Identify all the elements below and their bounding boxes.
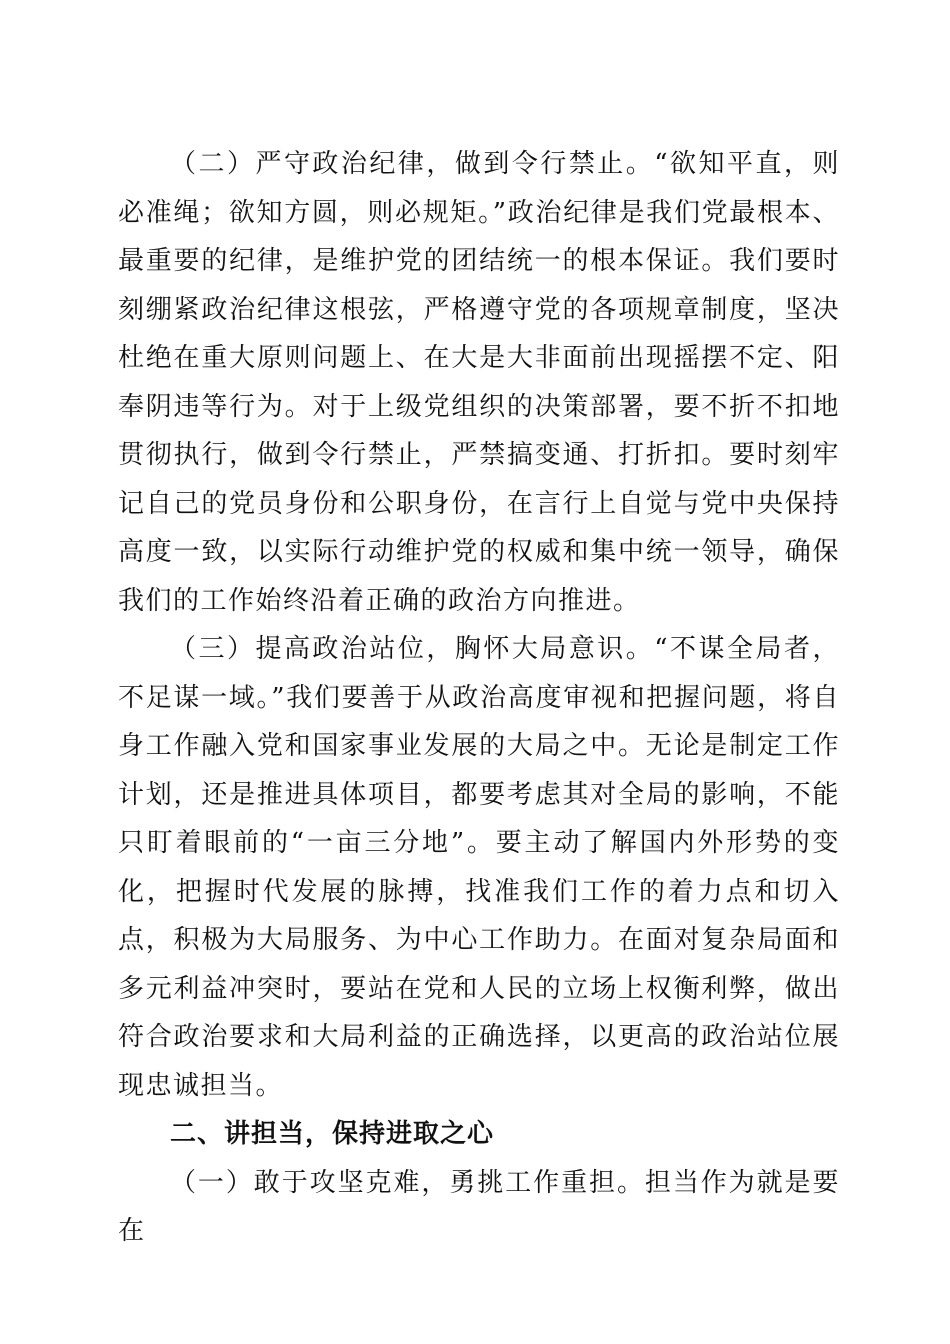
document-body bbox=[118, 140, 840, 1256]
paragraph-political-stance: （三）提高政治站位，胸怀大局意识。“不谋全局者，不足谋一域。”我们要善于从政治高度审视和把握问题，将自身工作融入党和国家事业发展的大局之中。无论是制定工作计划，还是推进具体项目，都要考虑其对全局的影响，不能只盯着眼前的“一亩三分地”。要主动了解国内外形势的变化，把握时代发展的脉搏，找准我们工作的着力点和切入点，积极为大局服务、为中心工作助力。在面对复杂局面和多元利益冲突时，要站在党和人民的立场上权衡利弊，做出符合政治要求和大局利益的正确选择，以更高的政治站位展现忠诚担当。 bbox=[118, 634, 840, 1101]
paragraph-responsibility: （一）敢于攻坚克难，勇挑工作重担。担当作为就是要在 bbox=[118, 1167, 840, 1246]
section-heading: 二、讲担当，保持进取之心 bbox=[170, 1119, 495, 1149]
paragraph-discipline: （二）严守政治纪律，做到令行禁止。“欲知平直，则必准绳；欲知方圆，则必规矩。”政治纪律是我们党最根本、最重要的纪律，是维护党的团结统一的根本保证。我们要时刻绷紧政治纪律这根弦，严格遵守党的各项规章制度，坚决杜绝在重大原则问题上、在大是大非面前出现摇摆不定、阳奉阴违等行为。对于上级党组织的决策部署，要不折不扣地贯彻执行，做到令行禁止，严禁搞变通、打折扣。要时刻牢记自己的党员身份和公职身份，在言行上自觉与党中央保持高度一致，以实际行动维护党的权威和集中统一领导，确保我们的工作始终沿着正确的政治方向推进。 bbox=[118, 149, 840, 616]
